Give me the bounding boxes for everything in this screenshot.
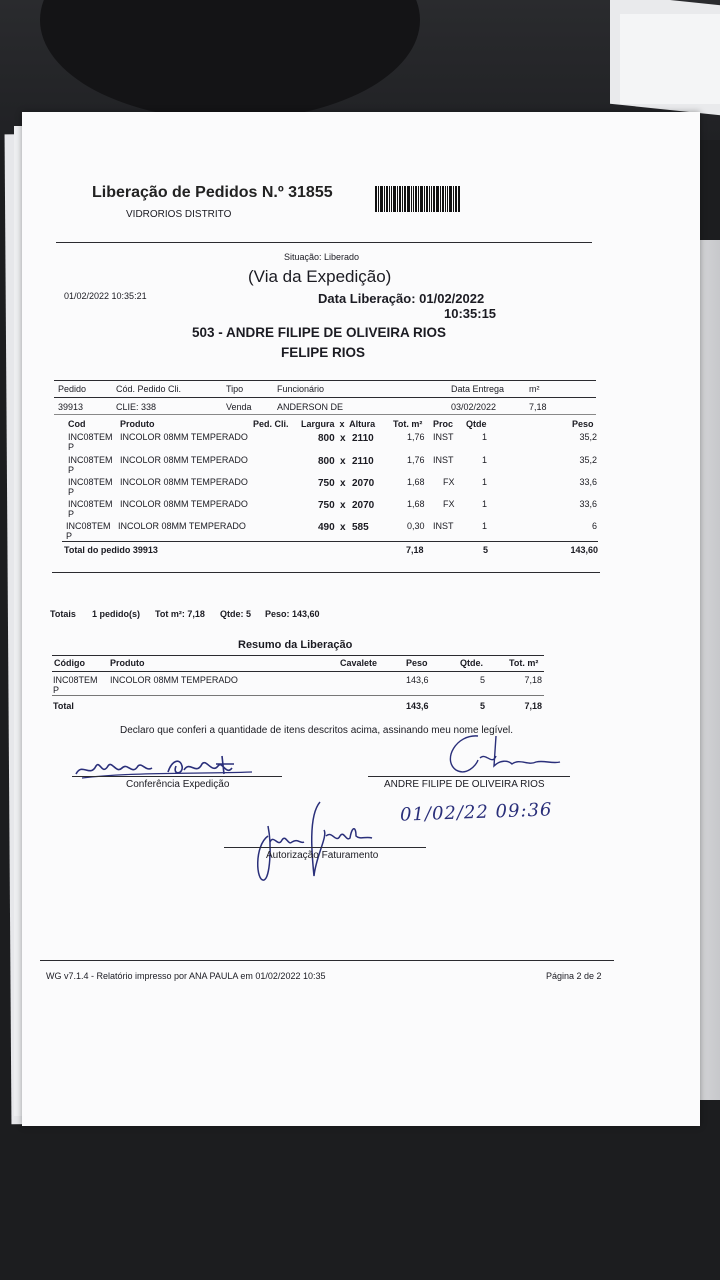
summary-tot: 7,18 [524,675,542,685]
items-col-proc: Proc [433,419,454,429]
item-produto: INCOLOR 08MM TEMPERADO [120,432,248,442]
item-x: x [340,478,346,489]
divider [54,397,596,398]
page-number: Página 2 de 2 [546,971,602,981]
summary-total-qtde: 5 [480,701,486,711]
item-peso: 6 [591,521,597,531]
item-peso: 35,2 [579,432,597,442]
col-cod-pedido-cli: Cód. Pedido Cli. [116,384,182,394]
order-total-label: Total do pedido 39913 [64,545,158,555]
item-altura: 2070 [352,500,375,511]
summary-col-qtde: Qtde. [460,658,484,668]
item-cod-suffix: P [68,442,75,452]
item-altura: 2070 [352,478,375,489]
item-x: x [340,433,346,444]
release-date: Data Liberação: 01/02/2022 [318,291,485,306]
order-type: Venda [226,402,252,412]
divider [40,960,614,961]
item-largura: 750 [318,500,335,511]
items-col-peso: Peso [572,419,594,429]
summary-col-tot: Tot. m² [509,658,539,668]
items-col-largura-altura: Largura x Altura [301,419,376,429]
summary-title: Resumo da Liberação [238,639,353,651]
item-qtde: 1 [482,499,488,509]
item-qtde: 1 [482,477,488,487]
items-col-produto: Produto [120,419,155,429]
item-cod: INC08TEM [66,521,111,531]
item-proc: INST [433,521,454,531]
summary-produto: INCOLOR 08MM TEMPERADO [110,675,238,685]
summary-total-tot: 7,18 [524,701,542,711]
order-employee: ANDERSON DE [277,402,344,412]
item-cod-suffix: P [68,465,75,475]
item-proc: FX [443,477,455,487]
item-x: x [340,500,346,511]
item-proc: INST [433,432,454,442]
item-peso: 33,6 [579,499,597,509]
status-text: Situação: Liberado [284,252,360,262]
order-total-peso: 143,60 [570,545,598,555]
item-qtde: 1 [482,521,488,531]
summary-total-label: Total [53,701,74,711]
divider [62,541,598,542]
summary-cod-suffix: P [53,685,60,695]
footer-print-info: WG v7.1.4 - Relatório impresso por ANA PAULA em 01/02/2022 10:35 [46,971,326,981]
autorizacao-label: Autorização Faturamento [266,850,379,861]
order-delivery-date: 03/02/2022 [451,402,497,412]
col-data-entrega: Data Entrega [451,384,505,394]
col-tipo: Tipo [226,384,244,394]
col-pedido: Pedido [58,384,87,394]
divider [52,671,544,672]
item-cod: INC08TEM [68,432,113,442]
background-paper [620,14,720,104]
barcode [375,186,461,212]
order-total-m2: 7,18 [406,545,424,555]
document-title: Liberação de Pedidos N.º 31855 [92,184,333,201]
item-qtde: 1 [482,432,488,442]
handwritten-date: 01/02/22 09:36 [399,799,553,826]
item-x: x [340,522,346,533]
summary-total-peso: 143,6 [406,701,429,711]
signature-line [72,776,282,777]
summary-col-peso: Peso [406,658,428,668]
declaration-text: Declaro que conferi a quantidade de itens descritos acima, assinando meu nome legível. [120,725,514,736]
summary-peso: 143,6 [406,675,429,685]
divider [56,242,592,243]
signature-line [224,847,426,848]
item-tot-m2: 1,76 [407,455,425,465]
conferencia-label: Conferência Expedição [126,779,230,790]
item-largura: 750 [318,478,335,489]
signature-line [368,776,570,777]
divider [54,380,596,381]
order-client-code: CLIE: 338 [116,402,157,412]
col-funcionario: Funcionário [277,384,325,394]
conferencia-signature [72,752,262,782]
item-cod-suffix: P [68,509,75,519]
item-tot-m2: 1,68 [407,499,425,509]
item-altura: 585 [352,522,369,533]
client-signature [416,730,566,780]
totals-label: Totais [50,609,76,619]
divider [52,655,544,656]
item-altura: 2110 [352,456,374,467]
item-proc: FX [443,499,455,509]
items-col-cod: Cod [68,419,86,429]
summary-cod: INC08TEM [53,675,98,685]
autorizacao-signature [248,796,378,886]
totals-qtde: Qtde: 5 [220,609,252,619]
client-nickname: FELIPE RIOS [281,345,366,360]
item-cod: INC08TEM [68,477,113,487]
item-tot-m2: 1,76 [407,432,425,442]
divider [52,572,600,573]
item-altura: 2110 [352,433,374,444]
summary-col-codigo: Código [54,658,85,668]
summary-col-cavalete: Cavalete [340,658,378,668]
item-largura: 800 [318,456,335,467]
col-m2: m² [529,384,540,394]
item-cod: INC08TEM [68,455,113,465]
print-datetime: 01/02/2022 10:35:21 [64,291,147,301]
item-x: x [340,456,346,467]
items-col-qtde: Qtde [466,419,487,429]
summary-qtde: 5 [480,675,486,685]
item-peso: 35,2 [579,455,597,465]
totals-orders: 1 pedido(s) [92,609,141,619]
item-largura: 490 [318,522,335,533]
item-produto: INCOLOR 08MM TEMPERADO [120,477,248,487]
item-produto: INCOLOR 08MM TEMPERADO [118,521,246,531]
item-tot-m2: 1,68 [407,477,425,487]
copy-label: (Via da Expedição) [248,267,392,286]
document-page [22,112,700,1126]
company-name: VIDRORIOS DISTRITO [126,209,232,220]
totals-m2: Tot m²: 7,18 [155,609,205,619]
release-time: 10:35:15 [444,306,497,321]
client-name: 503 - ANDRE FILIPE DE OLIVEIRA RIOS [192,325,447,340]
item-largura: 800 [318,433,335,444]
item-tot-m2: 0,30 [407,521,425,531]
divider [52,695,544,696]
totals-peso: Peso: 143,60 [265,609,320,619]
order-m2: 7,18 [529,402,547,412]
summary-col-produto: Produto [110,658,145,668]
item-cod: INC08TEM [68,499,113,509]
items-col-tot-m2: Tot. m² [393,419,423,429]
order-number: 39913 [58,402,84,412]
item-cod-suffix: P [66,531,73,541]
items-col-ped-cli: Ped. Cli. [253,419,289,429]
item-peso: 33,6 [579,477,597,487]
item-produto: INCOLOR 08MM TEMPERADO [120,455,248,465]
client-signature-label: ANDRE FILIPE DE OLIVEIRA RIOS [384,779,545,790]
divider [54,414,596,415]
item-produto: INCOLOR 08MM TEMPERADO [120,499,248,509]
item-cod-suffix: P [68,487,75,497]
item-qtde: 1 [482,455,488,465]
item-proc: INST [433,455,454,465]
order-total-qtde: 5 [483,545,489,555]
